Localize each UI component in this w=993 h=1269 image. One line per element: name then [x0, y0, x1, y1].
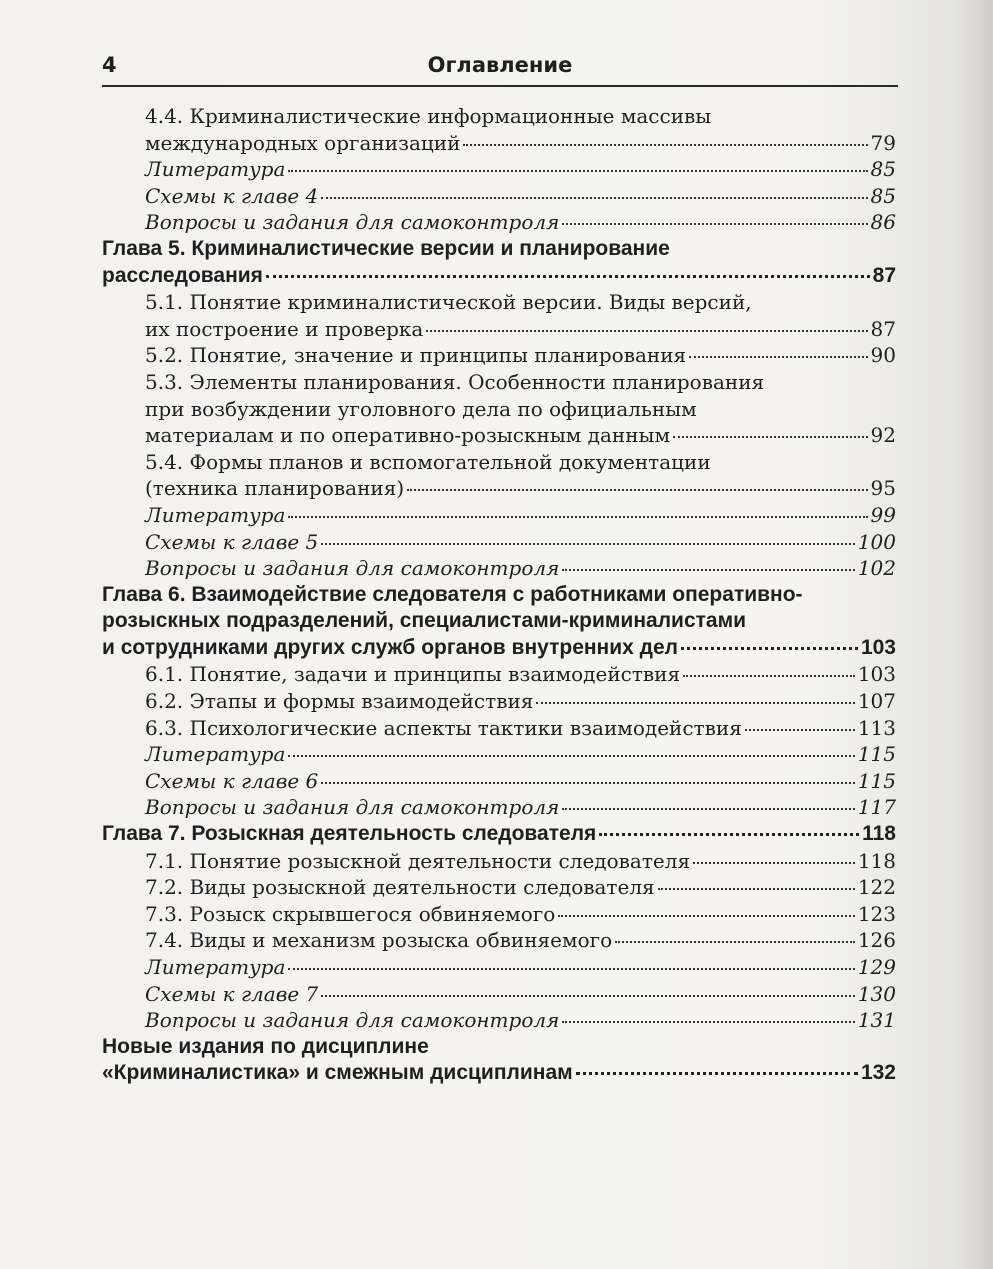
toc-entry [102, 555, 896, 582]
dot-leader [558, 914, 855, 917]
toc-chapter [102, 821, 896, 848]
toc-page-number: 103 [860, 635, 896, 659]
toc-entry [102, 715, 896, 742]
toc-page-number: 123 [857, 901, 896, 926]
toc-entry [102, 874, 896, 901]
toc-entry [102, 954, 896, 981]
toc-entry-text: Литература [145, 502, 286, 527]
toc-page-number: 85 [870, 183, 896, 208]
toc-entry-text: розыскных подразделений, специалистами-криминалистами [102, 609, 747, 633]
toc-entry [102, 156, 896, 183]
toc-entry-text: расследования [102, 263, 263, 287]
dot-leader [321, 196, 867, 199]
table-of-contents [102, 103, 896, 1087]
toc-entry-text: их построение и проверка [145, 316, 424, 341]
toc-entry-text: Литература [145, 955, 286, 979]
dot-leader [426, 329, 867, 332]
header-rule [102, 85, 898, 87]
dot-leader [562, 568, 854, 571]
dot-leader [321, 994, 855, 997]
toc-entry-text: и сотрудниками других служб органов внутренних дел [102, 635, 679, 659]
toc-entry [102, 103, 896, 156]
toc-entry-text: Глава 5. Криминалистические версии и планирование [102, 236, 670, 260]
toc-entry-text: 5.4. Формы планов и вспомогательной документации [145, 449, 711, 474]
toc-entry-text: 5.3. Элементы планирования. Особенности планирования [145, 369, 765, 394]
toc-entry-text: Схемы к главе 6 [145, 768, 319, 793]
dot-leader [321, 542, 855, 545]
dot-leader [689, 355, 867, 358]
toc-entry-text: материалам и по оперативно-розыскным данным [145, 423, 671, 448]
dot-leader [693, 861, 855, 864]
toc-page-number: 87 [872, 263, 896, 287]
toc-entry-text: Схемы к главе 7 [145, 981, 319, 1006]
toc-entry-text: 4.4. Криминалистические информационные массивы [145, 104, 712, 128]
dot-leader [288, 754, 854, 757]
toc-entry [102, 794, 896, 821]
toc-chapter [102, 236, 896, 289]
toc-entry [102, 1007, 896, 1034]
toc-entry [102, 927, 896, 954]
toc-page-number: 117 [857, 795, 896, 820]
toc-entry-text: (техника планирования) [145, 476, 405, 501]
toc-page-number: 126 [857, 928, 896, 953]
toc-entry-text: Вопросы и задания для самоконтроля [145, 210, 560, 235]
dot-leader [288, 169, 867, 172]
toc-page-number: 118 [862, 822, 896, 846]
toc-entry [102, 209, 896, 236]
toc-entry-text: 7.1. Понятие розыскной деятельности следователя [145, 848, 691, 873]
toc-entry [102, 688, 896, 715]
toc-entry [102, 369, 896, 449]
dot-leader [536, 701, 854, 704]
dot-leader [745, 728, 855, 731]
toc-page-number: 118 [857, 848, 896, 873]
toc-entry [102, 502, 896, 529]
toc-entry-text: 5.1. Понятие криминалистической версии. Виды версий, [145, 290, 752, 315]
toc-page-number: 129 [857, 955, 896, 979]
toc-entry-text: Схемы к главе 5 [145, 529, 319, 554]
dot-leader [562, 807, 854, 810]
toc-page-number: 86 [870, 210, 896, 235]
toc-entry-text: 6.3. Психологические аспекты тактики взаимодействия [145, 715, 742, 740]
dot-leader [562, 222, 867, 225]
dot-leader [658, 887, 855, 890]
toc-page-number: 103 [857, 662, 896, 687]
toc-entry [102, 661, 896, 688]
dot-leader [266, 274, 870, 278]
toc-page-number: 131 [857, 1008, 896, 1033]
dot-leader [599, 832, 859, 836]
toc-entry [102, 981, 896, 1008]
page-number: 4 [102, 53, 117, 77]
dot-leader [562, 1020, 854, 1023]
toc-chapter [102, 1034, 896, 1087]
toc-entry-text: Литература [145, 157, 286, 182]
page-header [102, 50, 898, 80]
toc-page-number: 130 [857, 981, 896, 1006]
toc-chapter [102, 582, 896, 662]
toc-page-number: 79 [870, 130, 896, 155]
dot-leader [288, 967, 854, 970]
toc-page-number: 87 [870, 316, 896, 341]
dot-leader [683, 674, 855, 677]
toc-entry [102, 529, 896, 556]
dot-leader [288, 515, 867, 518]
toc-entry [102, 768, 896, 795]
toc-entry-text: 7.4. Виды и механизм розыска обвиняемого [145, 928, 613, 953]
toc-page-number: 113 [857, 715, 896, 740]
dot-leader [673, 435, 868, 438]
toc-page-number: 107 [857, 689, 896, 714]
dot-leader [681, 646, 858, 650]
toc-page-number: 85 [870, 157, 896, 182]
toc-entry-text: международных организаций [145, 130, 461, 155]
toc-entry-text: 7.2. Виды розыскной деятельности следователя [145, 875, 655, 900]
toc-entry-text: Вопросы и задания для самоконтроля [145, 795, 560, 820]
toc-entry-text: при возбуждении уголовного дела по официальным [145, 396, 697, 421]
toc-entry [102, 289, 896, 342]
toc-entry [102, 848, 896, 875]
toc-page-number: 90 [870, 343, 896, 368]
toc-page-number: 122 [857, 875, 896, 900]
toc-entry-text: «Криминалистика» и смежным дисциплинам [102, 1061, 573, 1085]
toc-page-number: 100 [857, 529, 896, 554]
toc-entry-text: 7.3. Розыск скрывшегося обвиняемого [145, 901, 556, 926]
toc-page-number: 115 [857, 742, 896, 767]
toc-entry [102, 741, 896, 768]
toc-entry-text: Глава 6. Взаимодействие следователя с работниками оперативно- [102, 582, 803, 606]
dot-leader [615, 940, 855, 943]
toc-entry-text: Вопросы и задания для самоконтроля [145, 556, 560, 581]
toc-entry [102, 901, 896, 928]
toc-entry-text: 6.2. Этапы и формы взаимодействия [145, 689, 534, 714]
dot-leader [463, 143, 867, 146]
toc-entry-text: 5.2. Понятие, значение и принципы планирования [145, 343, 687, 368]
toc-entry-text: Схемы к главе 4 [145, 183, 319, 208]
toc-entry-text: Новые издания по дисциплине [102, 1034, 429, 1058]
toc-page-number: 115 [857, 768, 896, 793]
toc-entry-text: Вопросы и задания для самоконтроля [145, 1008, 560, 1033]
page-title: Оглавление [427, 53, 573, 77]
toc-entry-text: 6.1. Понятие, задачи и принципы взаимодействия [145, 662, 681, 687]
dot-leader [321, 781, 855, 784]
toc-entry-text: Литература [145, 742, 286, 767]
dot-leader [407, 488, 867, 491]
dot-leader [576, 1071, 858, 1075]
toc-entry-text: Глава 7. Розыскная деятельность следователя [102, 822, 597, 846]
toc-page-number: 92 [870, 423, 896, 448]
toc-page-number: 132 [860, 1061, 896, 1085]
toc-entry [102, 449, 896, 502]
toc-entry [102, 342, 896, 369]
toc-page-number: 102 [857, 556, 896, 581]
toc-entry [102, 183, 896, 210]
toc-page-number: 95 [870, 476, 896, 501]
toc-page-number: 99 [870, 502, 896, 527]
